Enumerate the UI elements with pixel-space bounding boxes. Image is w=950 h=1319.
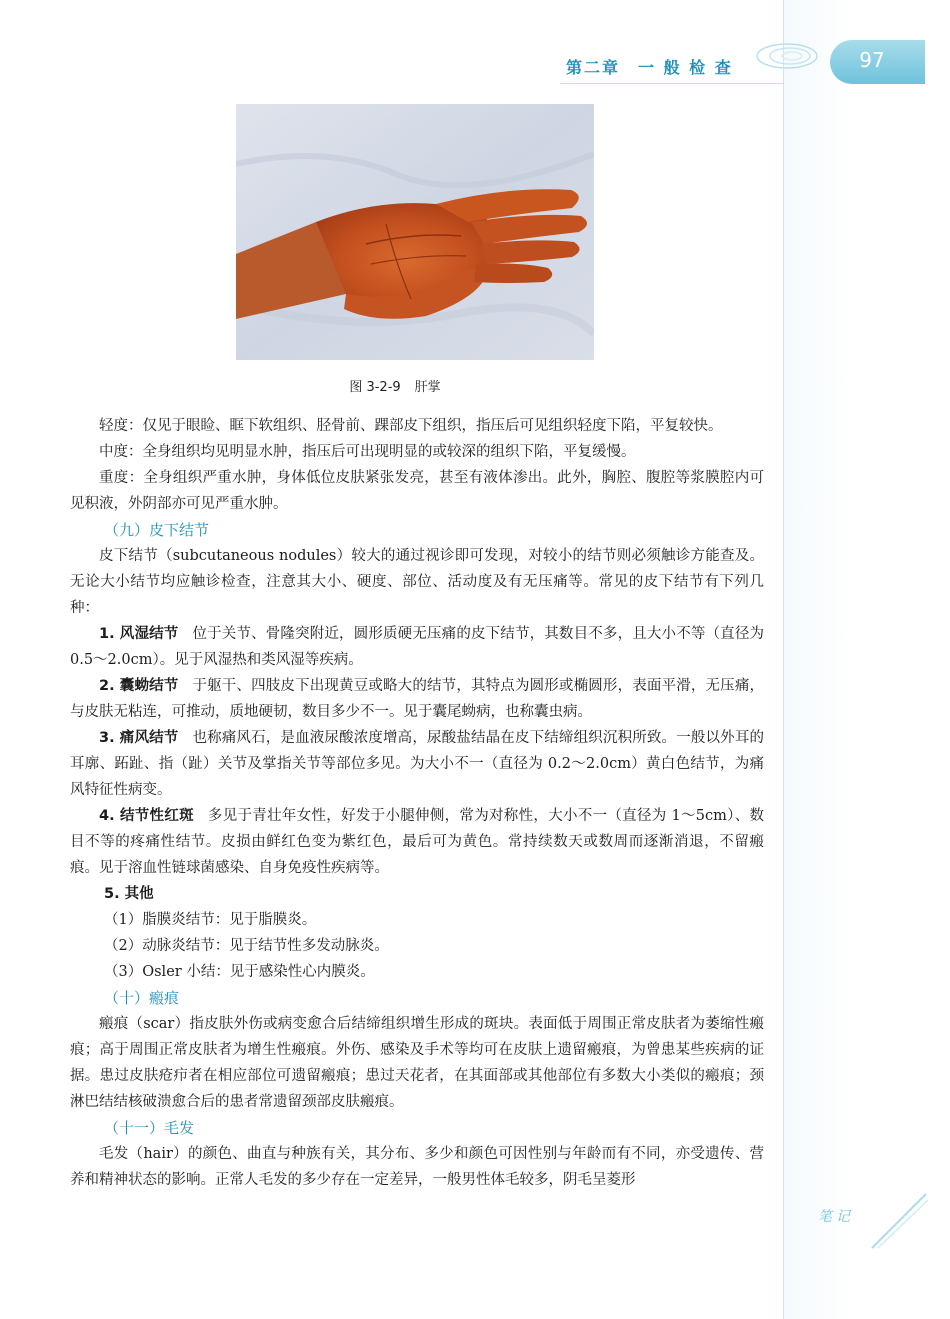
paragraph-moderate: 中度：全身组织均见明显水肿，指压后可出现明显的或较深的组织下陷，平复缓慢。 bbox=[99, 444, 636, 460]
item-text: 于躯干、四肢皮下出现黄豆或略大的结节，其特点为圆形或椭圆形，表面平滑，无压痛，与皮肤无粘连，可推动，质地硬韧，数目多少不一。见于囊尾蚴病，也称囊虫病。 bbox=[70, 678, 764, 720]
margin-strip bbox=[783, 0, 950, 1319]
item-text: 多见于青壮年女性，好发于小腿伸侧，常为对称性，大小不一（直径为 1～5cm）、数目不等的疼痛性结节。皮损由鲜红色变为紫红色，最后可为黄色。常持续数天或数周而逐渐消退，不留瘢痕。见于溶血性链球菌感染、自身免疫性疾病等。 bbox=[70, 808, 764, 876]
item-lead: 4. 结节性红斑 bbox=[99, 808, 194, 824]
paragraph-scar: 瘢痕（scar）指皮肤外伤或病变愈合后结缔组织增生形成的斑块。表面低于周围正常皮肤者为萎缩性瘢痕；高于周围正常皮肤者为增生性瘢痕。外伤、感染及手术等均可在皮肤上遗留瘢痕，为曾患某些疾病的证据。患过皮肤疮疖者在相应部位可遗留瘢痕；患过天花者，在其面部或其他部位有多数大小类似的瘢痕；颈淋巴结结核破溃愈合后的患者常遗留颈部皮肤瘢痕。 bbox=[70, 1016, 764, 1110]
section-heading-subcutaneous-nodules: （九）皮下结节 bbox=[104, 521, 210, 539]
header-rule bbox=[560, 83, 784, 84]
item-gout-nodule bbox=[70, 725, 764, 803]
page-number: 97 bbox=[859, 48, 885, 72]
paragraph-nodules-intro: 皮下结节（subcutaneous nodules）较大的通过视诊即可发现，对较小的结节则必须触诊方能查及。无论大小结节均应触诊检查，注意其大小、硬度、部位、活动度及有无压痛等。常见的皮下结节有下列几种： bbox=[70, 548, 764, 616]
section-heading-hair: （十一）毛发 bbox=[104, 1119, 195, 1137]
sub-item-panniculitis: （1）脂膜炎结节：见于脂膜炎。 bbox=[104, 912, 317, 928]
item-rheumatic-nodule bbox=[70, 621, 764, 673]
figure-caption-text: 肝掌 bbox=[414, 380, 441, 395]
liver-palm-photo bbox=[236, 104, 594, 360]
figure-caption bbox=[0, 376, 790, 395]
item-text: 也称痛风石，是血液尿酸浓度增高，尿酸盐结晶在皮下结缔组织沉积所致。一般以外耳的耳廓、跖趾、指（趾）关节及掌指关节等部位多见。为大小不一（直径为 0.2～2.0cm）黄白色结节，为痛风特征性病变。 bbox=[70, 730, 764, 798]
paragraph-hair: 毛发（hair）的颜色、曲直与种族有关，其分布、多少和颜色可因性别与年龄而有不同，亦受遗传、营养和精神状态的影响。正常人毛发的多少存在一定差异，一般男性体毛较多，阴毛呈菱形 bbox=[70, 1146, 764, 1188]
paragraph-severe: 重度：全身组织严重水肿，身体低位皮肤紧张发亮，甚至有液体渗出。此外，胸腔、腹腔等浆膜腔内可见积液，外阴部亦可见严重水肿。 bbox=[70, 470, 764, 512]
item-lead: 1. 风湿结节 bbox=[99, 626, 179, 642]
item-erythema-nodosum bbox=[70, 803, 764, 881]
item-cysticercus-nodule bbox=[70, 673, 764, 725]
section-heading-scar: （十）瘢痕 bbox=[104, 989, 180, 1007]
figure-label: 图 3-2-9 bbox=[349, 380, 401, 395]
sub-item-osler: （3）Osler 小结：见于感染性心内膜炎。 bbox=[104, 964, 375, 980]
chapter-header: 第二章 一 般 检 查 bbox=[566, 58, 733, 77]
swirl-decoration-icon bbox=[752, 36, 822, 80]
note-line-icon bbox=[870, 1190, 930, 1254]
sub-item-arteritis: （2）动脉炎结节：见于结节性多发动脉炎。 bbox=[104, 938, 389, 954]
item-lead: 3. 痛风结节 bbox=[99, 730, 179, 746]
notes-label: 笔记 bbox=[818, 1209, 854, 1225]
item-other: 5. 其他 bbox=[104, 886, 154, 902]
paragraph-mild: 轻度：仅见于眼睑、眶下软组织、胫骨前、踝部皮下组织，指压后可见组织轻度下陷，平复较快。 bbox=[99, 418, 723, 434]
item-lead: 2. 囊蚴结节 bbox=[99, 678, 179, 694]
body-text bbox=[70, 413, 764, 1193]
item-text: 位于关节、骨隆突附近，圆形质硬无压痛的皮下结节，其数目不多，且大小不等（直径为 0.5～2.0cm）。见于风湿热和类风湿等疾病。 bbox=[70, 626, 764, 668]
